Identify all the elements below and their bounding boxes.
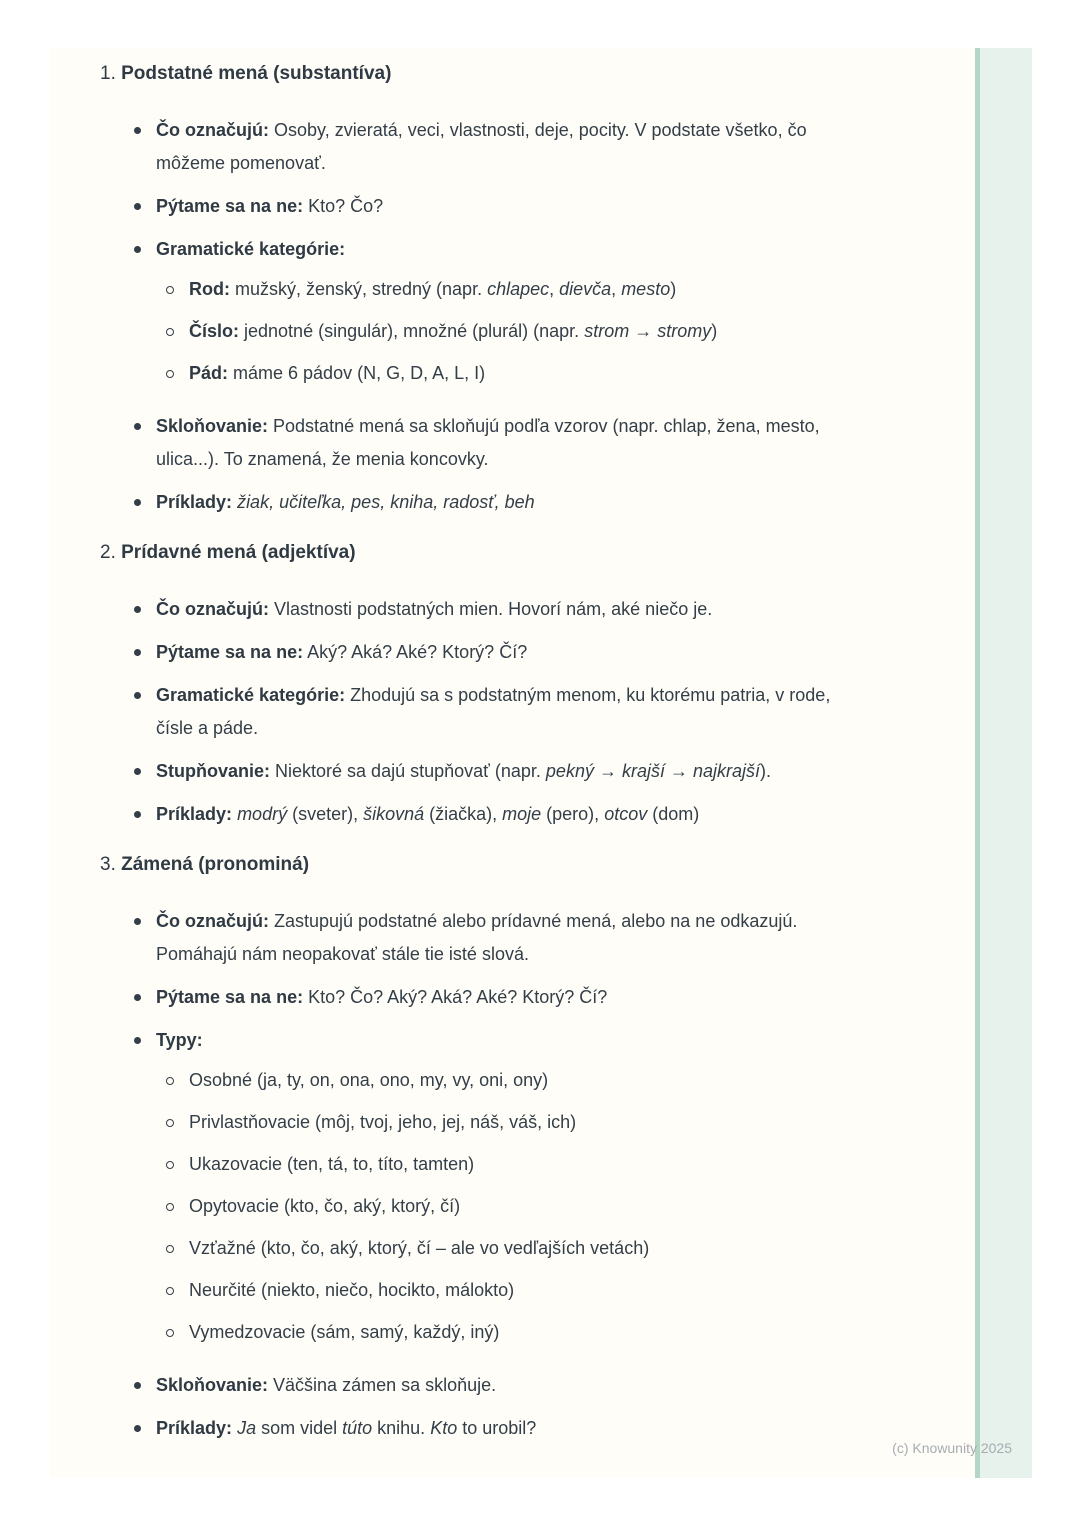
watermark: (c) Knowunity 2025 [892,1440,1012,1456]
list-item: Čo označujú: Vlastnosti podstatných mien. Hovorí nám, aké niečo je. [100,593,845,626]
section-title: Zámená (pronominá) [121,854,310,875]
list-item: Príklady: žiak, učiteľka, pes, kniha, radosť, beh [100,486,845,519]
list-item: Čo označujú: Osoby, zvieratá, veci, vlastnosti, deje, pocity. V podstate všetko, čo môžeme pomenovať. [100,114,845,180]
list-item: Pýtame sa na ne: Aký? Aká? Aké? Ktorý? Čí? [100,636,845,669]
list-item: Gramatické kategórie: [100,233,845,266]
section-heading-1 [100,60,845,88]
list-item: Skloňovanie: Podstatné mená sa skloňujú podľa vzorov (napr. chlap, žena, mesto, ulica...). To znamená, že menia koncovky. [100,410,845,476]
section-heading-2 [100,539,845,567]
list-item: Ukazovacie (ten, tá, to, títo, tamten) [100,1148,845,1181]
list-item: Typy: [100,1024,845,1057]
list-item: Osobné (ja, ty, on, ona, ono, my, vy, oni, ony) [100,1064,845,1097]
list-item: Číslo: jednotné (singulár), množné (plurál) (napr. strom → stromy) [100,315,845,348]
list-item: Príklady: Ja som videl túto knihu. Kto to urobil? [100,1412,845,1445]
list-item: Pád: máme 6 pádov (N, G, D, A, L, I) [100,357,845,390]
list-item: Pýtame sa na ne: Kto? Čo? Aký? Aká? Aké? Ktorý? Čí? [100,981,845,1014]
list-item: Stupňovanie: Niektoré sa dajú stupňovať (napr. pekný → krajší → najkrajší). [100,755,845,788]
list-item: Vymedzovacie (sám, samý, každý, iný) [100,1316,845,1349]
list-item: Opytovacie (kto, čo, aký, ktorý, čí) [100,1190,845,1223]
section-number: 2. [100,542,122,563]
document-page [50,48,1032,1478]
list-item: Neurčité (niekto, niečo, hocikto, málokto) [100,1274,845,1307]
section-number: 3. [100,854,122,875]
list-item: Pýtame sa na ne: Kto? Čo? [100,190,845,223]
section-heading-3 [100,851,845,879]
list-item: Privlastňovacie (môj, tvoj, jeho, jej, náš, váš, ich) [100,1106,845,1139]
list-item: Rod: mužský, ženský, stredný (napr. chlapec, dievča, mesto) [100,273,845,306]
section-title: Prídavné mená (adjektíva) [121,542,356,563]
list-item: Gramatické kategórie: Zhodujú sa s podstatným menom, ku ktorému patria, v rode, čísle a páde. [100,679,845,745]
list-item: Príklady: modrý (sveter), šikovná (žiačka), moje (pero), otcov (dom) [100,798,845,831]
accent-bar [975,48,1032,1478]
list-item: Skloňovanie: Väčšina zámen sa skloňuje. [100,1369,845,1402]
list-item: Čo označujú: Zastupujú podstatné alebo prídavné mená, alebo na ne odkazujú. Pomáhajú nám neopakovať stále tie isté slová. [100,905,845,971]
document-content [100,60,845,1455]
section-title: Podstatné mená (substantíva) [121,63,392,84]
section-number: 1. [100,63,122,84]
list-item: Vzťažné (kto, čo, aký, ktorý, čí – ale vo vedľajších vetách) [100,1232,845,1265]
